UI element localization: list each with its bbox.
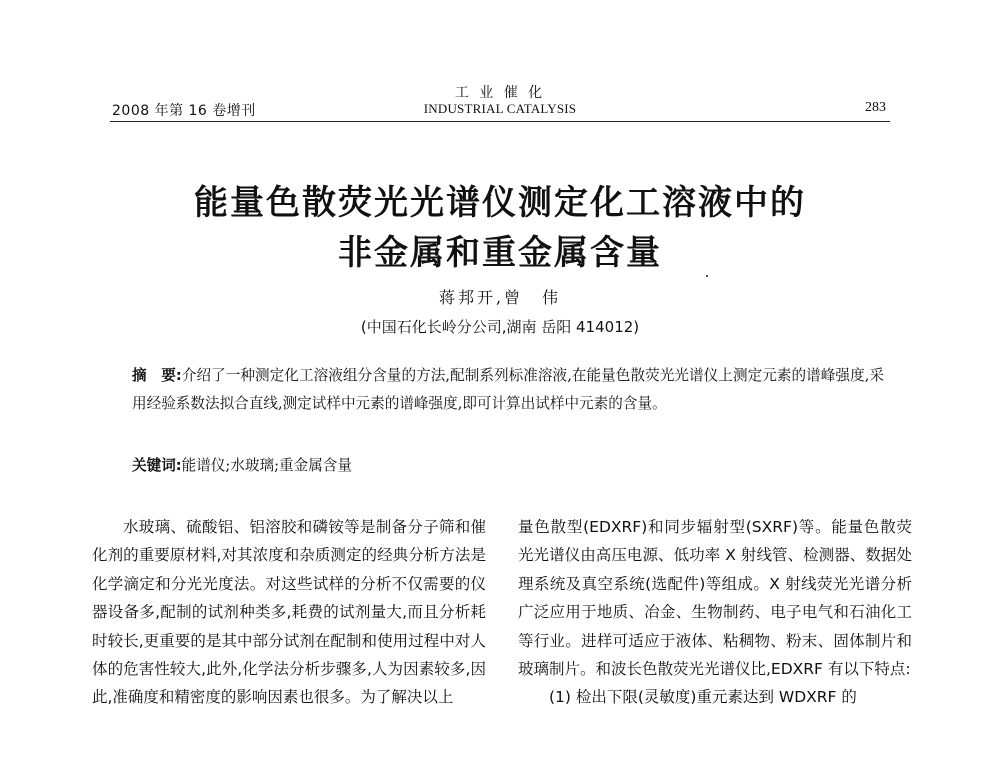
keywords-text: 能谱仪;水玻璃;重金属含量 <box>181 457 352 474</box>
header-rule <box>110 121 890 122</box>
paper-title-line-2: 非金属和重金属含量 <box>338 233 662 273</box>
paper-title-line-1: 能量色散荧光光谱仪测定化工溶液中的 <box>194 183 806 223</box>
abstract-text: 介绍了一种测定化工溶液组分含量的方法,配制系列标准溶液,在能量色散荧光光谱仪上测定元素的谱峰强度,采用经验系数法拟合直线,测定试样中元素的谱峰强度,即可计算出试样中元素的含量。 <box>132 367 884 412</box>
body-paragraph: 量色散型(EDXRF)和同步辐射型(SXRF)等。能量色散荧光光谱仪由高压电源、低功率 X 射线管、检测器、数据处理系统及真空系统(选配件)等组成。X 射线荧光光谱分析广泛应用于地质、冶金、生物制药、电子电气和石油化工等行业。进样可适应于液体、粘稠物、粉末、固体制片和玻璃制片。和波长色散荧光光谱仪比,EDXRF 有以下特点: <box>518 518 912 679</box>
authors: 蒋邦开,曾 伟 <box>438 288 562 307</box>
body-right-column <box>518 513 912 763</box>
journal-title-cn: 工 业 催 化 <box>454 85 546 101</box>
scan-speck <box>706 275 708 277</box>
journal-title-en: INDUSTRIAL CATALYSIS <box>423 101 577 116</box>
affiliation: (中国石化长岭分公司,湖南 岳阳 414012) <box>360 318 640 336</box>
abstract-label: 摘 要: <box>132 367 182 384</box>
body-paragraph: 水玻璃、硫酸铝、铝溶胶和磷铵等是制备分子筛和催化剂的重要原材料,对其浓度和杂质测定的经典分析方法是化学滴定和分光光度法。对这些试样的分析不仅需要的仪器设备多,配制的试剂种类多,耗费的试剂量大,而且分析耗时较长,更重要的是其中部分试剂在配制和使用过程中对人体的危害性较大,此外,化学法分析步骤多,人为因素较多,因此,准确度和精密度的影响因素也很多。为了解决以上 <box>92 518 486 707</box>
keywords <box>132 452 884 480</box>
page-number: 283 <box>865 100 886 115</box>
body-paragraph: (1) 检出下限(灵敏度)重元素达到 WDXRF 的 <box>549 688 857 707</box>
abstract <box>132 362 884 418</box>
journal-issue: 2008 年第 16 卷增刊 <box>112 103 256 119</box>
body-left-column <box>92 513 486 763</box>
keywords-label: 关键词: <box>132 457 182 474</box>
